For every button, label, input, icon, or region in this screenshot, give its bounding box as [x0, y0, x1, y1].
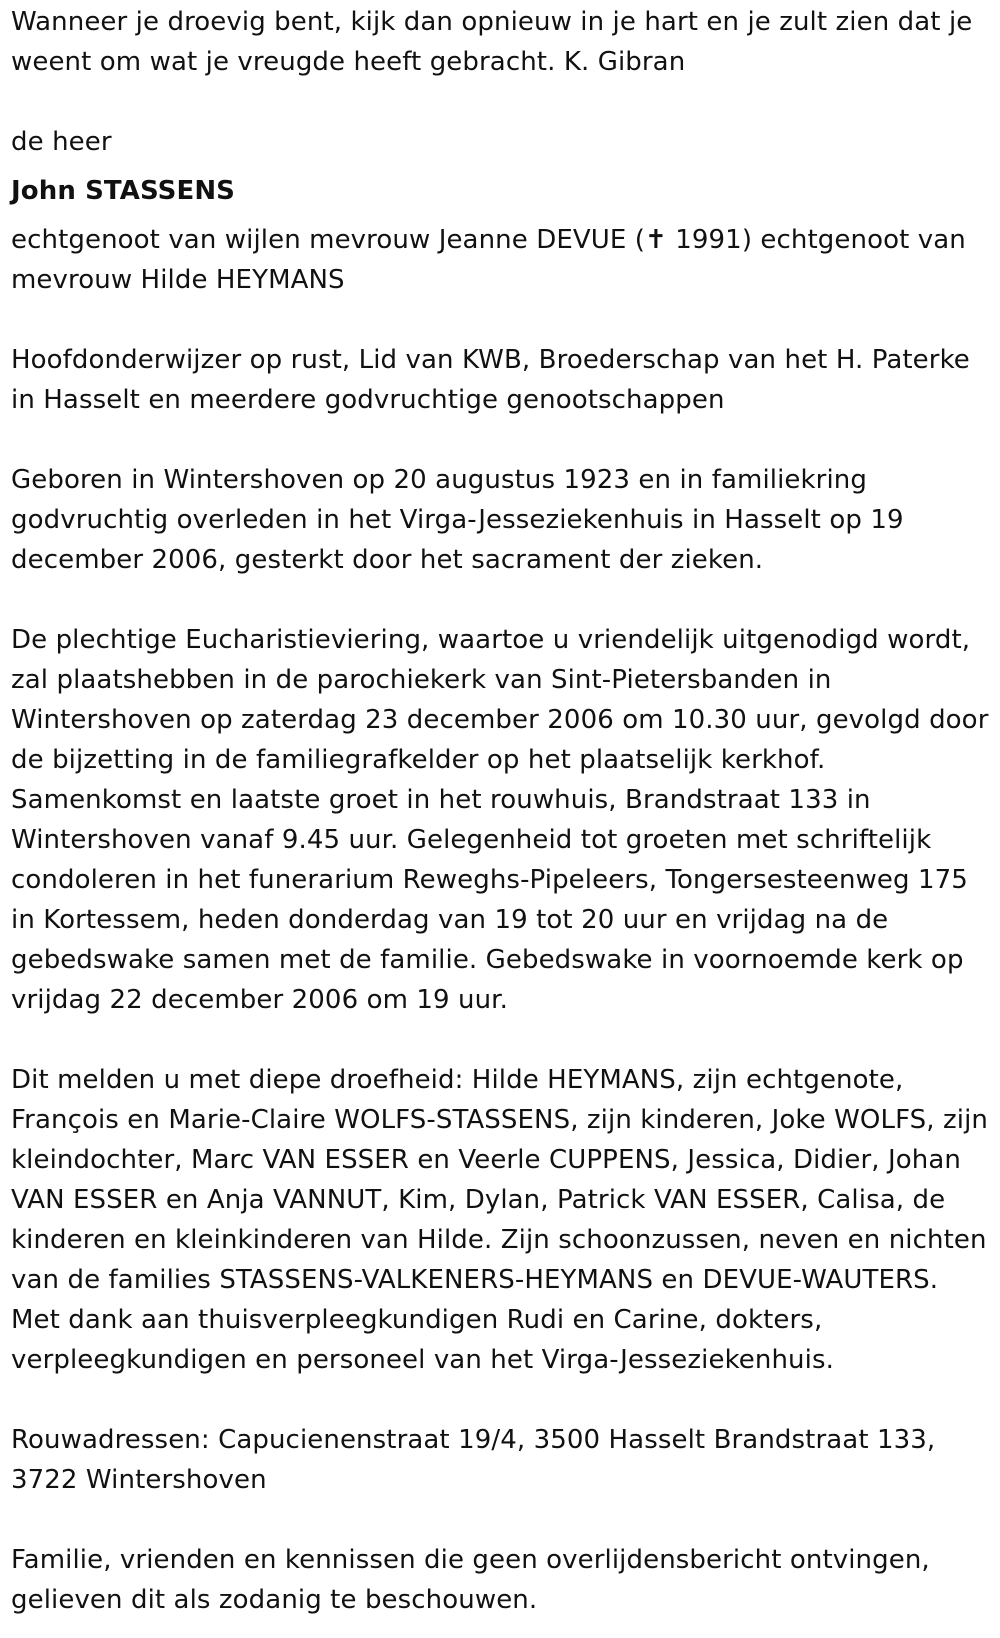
titles-paragraph: Hoofdonderwijzer op rust, Lid van KWB, Broederschap van het H. Paterke in Hasselt en meerdere godvruchtige genootschappen [11, 345, 970, 415]
birth-death-paragraph: Geboren in Wintershoven op 20 augustus 1923 en in familiekring godvruchtig overleden in het Virga-Jesseziekenhuis in Hasselt op 19 december 2006, gesterkt door het sacrament der zieken. [11, 465, 904, 575]
spacer [11, 580, 990, 620]
spacer [11, 82, 990, 122]
spacer [11, 300, 990, 340]
spacer [11, 1500, 990, 1540]
ceremony-paragraph: De plechtige Eucharistieviering, waartoe u vriendelijk uitgenodigd wordt, zal plaatshebben in de parochiekerk van Sint-Pietersbanden in Wintershoven op zaterdag 23 december 2006 om 10.30 uur, gevolgd door de bijzetting in de familiegrafkelder op het plaatselijk kerkhof. Samenkomst en laatste groet in het rouwhuis, Brandstraat 133 in Wintershoven vanaf 9.45 uur. Gelegenheid tot groeten met schriftelijk condoleren in het funerarium Reweghs-Pipeleers, Tongersesteenweg 175 in Kortessem, heden donderdag van 19 tot 20 uur en vrijdag na de gebedswake samen met de familie. Gebedswake in voornoemde kerk op vrijdag 22 december 2006 om 19 uur. [11, 625, 989, 1015]
spacer [11, 1380, 990, 1420]
salutation: de heer [11, 127, 112, 157]
spouses-paragraph: echtgenoot van wijlen mevrouw Jeanne DEVUE (✝ 1991) echtgenoot van mevrouw Hilde HEYMANS [11, 225, 966, 295]
family-paragraph: Dit melden u met diepe droefheid: Hilde HEYMANS, zijn echtgenote, François en Marie-Claire WOLFS-STASSENS, zijn kinderen, Joke WOLFS, zijn kleindochter, Marc VAN ESSER en Veerle CUPPENS, Jessica, Didier, Johan VAN ESSER en Anja VANNUT, Kim, Dylan, Patrick VAN ESSER, Calisa, de kinderen en kleinkinderen van Hilde. Zijn schoonzussen, neven en nichten van de families STASSENS-VALKENERS-HEYMANS en DEVUE-WAUTERS. Met dank aan thuisverpleegkundigen Rudi en Carine, dokters, verpleegkundigen en personeel van het Virga-Jesseziekenhuis. [11, 1065, 988, 1375]
closing-paragraph: Familie, vrienden en kennissen die geen overlijdensbericht ontvingen, gelieven dit als zodanig te beschouwen. [11, 1545, 930, 1615]
deceased-name: John STASSENS [11, 176, 236, 206]
quote-paragraph: Wanneer je droevig bent, kijk dan opnieuw in je hart en je zult zien dat je weent om wat je vreugde heeft gebracht. K. Gibran [11, 7, 973, 77]
spacer [11, 1020, 990, 1060]
spacer [11, 420, 990, 460]
addresses-paragraph: Rouwadressen: Capucienenstraat 19/4, 3500 Hasselt Brandstraat 133, 3722 Wintershoven [11, 1425, 936, 1495]
